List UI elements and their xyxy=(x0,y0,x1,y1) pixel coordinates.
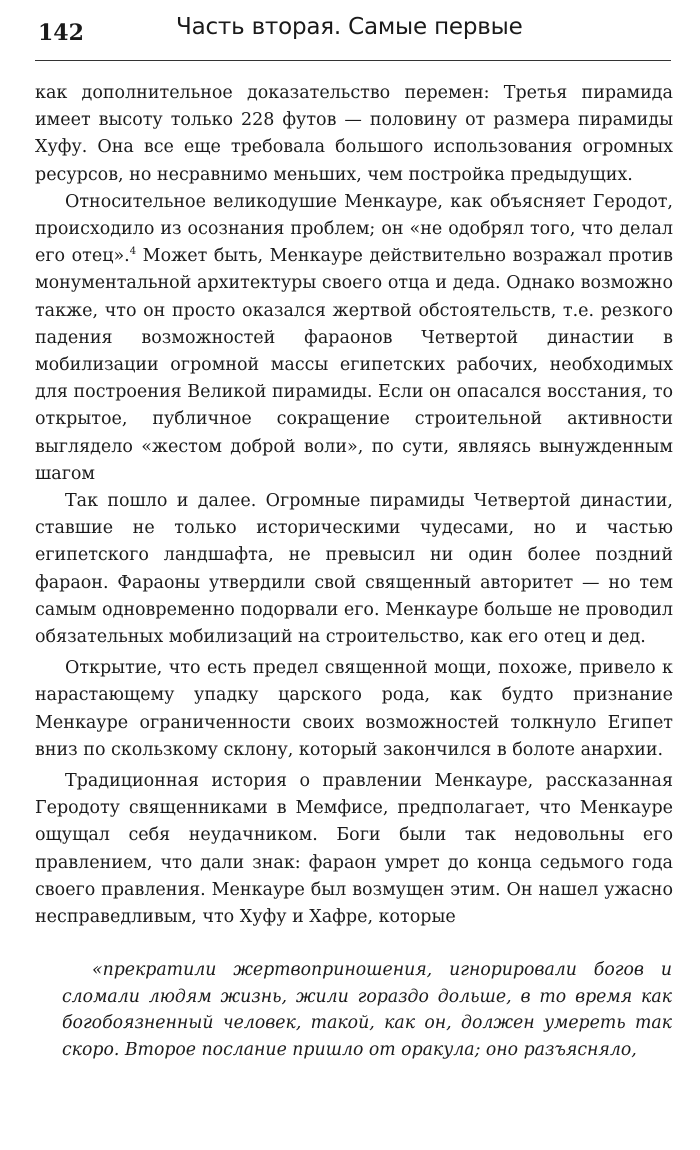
quote-text: «прекратили жертвоприношения, игнорировали богов и сломали людям жизнь, жили гораздо дольше, в то время как богобоязненный человек, такой, как он, должен умереть так скоро. Второе послание пришло от оракула; оно разъясняло, xyxy=(62,960,672,1060)
paragraph-2-text: Относительное великодушие Менкауре, как объясняет Геродот, происходило из осознания проблем; он «не одобрял того, что делал его отец». xyxy=(35,191,673,267)
paragraph-5: Традиционная история о правлении Менкауре, рассказанная Геродоту священниками в Мемфисе, предполагает, что Менкауре ощущал себя неудачником. Боги были так недовольны его правлением, что дали знак: фараон умрет до конца седьмого года своего правления. Менкауре был возмущен этим. Он нашел ужасно несправедливым, что Хуфу и Хафре, которые xyxy=(35,771,673,928)
paragraph-1: как дополнительное доказательство перемен: Третья пирамида имеет высоту только 228 футов — половину от размера пирамиды Хуфу. Она все еще требовала большого использования огромных ресурсов, но несравнимо меньших, чем постройка предыдущих. xyxy=(35,83,673,185)
block-quote xyxy=(62,957,672,1063)
paragraph-4: Открытие, что есть предел священной мощи, похоже, привело к нарастающему упадку царского рода, как будто признание Менкауре ограниченности своих возможностей толкнуло Египет вниз по скользкому склону, который закончился в болоте анархии. xyxy=(35,658,673,760)
paragraph-2 xyxy=(35,189,673,488)
footnote-reference[interactable]: 4 xyxy=(129,246,137,258)
paragraph-2-continuation: Может быть, Менкауре действительно возражал против монументальной архитектуры своего отца и деда. Однако возможно также, что он просто оказался жертвой обстоятельств, т.е. резкого падения возможностей фараонов Четвертой династии в мобилизации огромной массы египетских рабочих, необходимых для построения Великой пирамиды. Если он опасался восстания, то открытое, публичное сокращение строительной активности выглядело «жестом доброй воли», по сути, являясь вынужденным шагом xyxy=(35,246,673,484)
paragraph-3: Так пошло и далее. Огромные пирамиды Четвертой династии, ставшие не только историческими чудесами, но и частью египетского ландшафта, не превысил ни один более поздний фараон. Фараоны утвердили свой священный авторитет — но тем самым одновременно подорвали его. Менкауре больше не проводил обязательных мобилизаций на строительство, как его отец и дед. xyxy=(35,491,673,648)
body-text xyxy=(35,80,673,931)
page-header xyxy=(0,0,700,80)
page-number: 142 xyxy=(38,20,84,46)
running-head: Часть вторая. Самые первые xyxy=(176,14,523,40)
header-rule xyxy=(35,60,671,61)
